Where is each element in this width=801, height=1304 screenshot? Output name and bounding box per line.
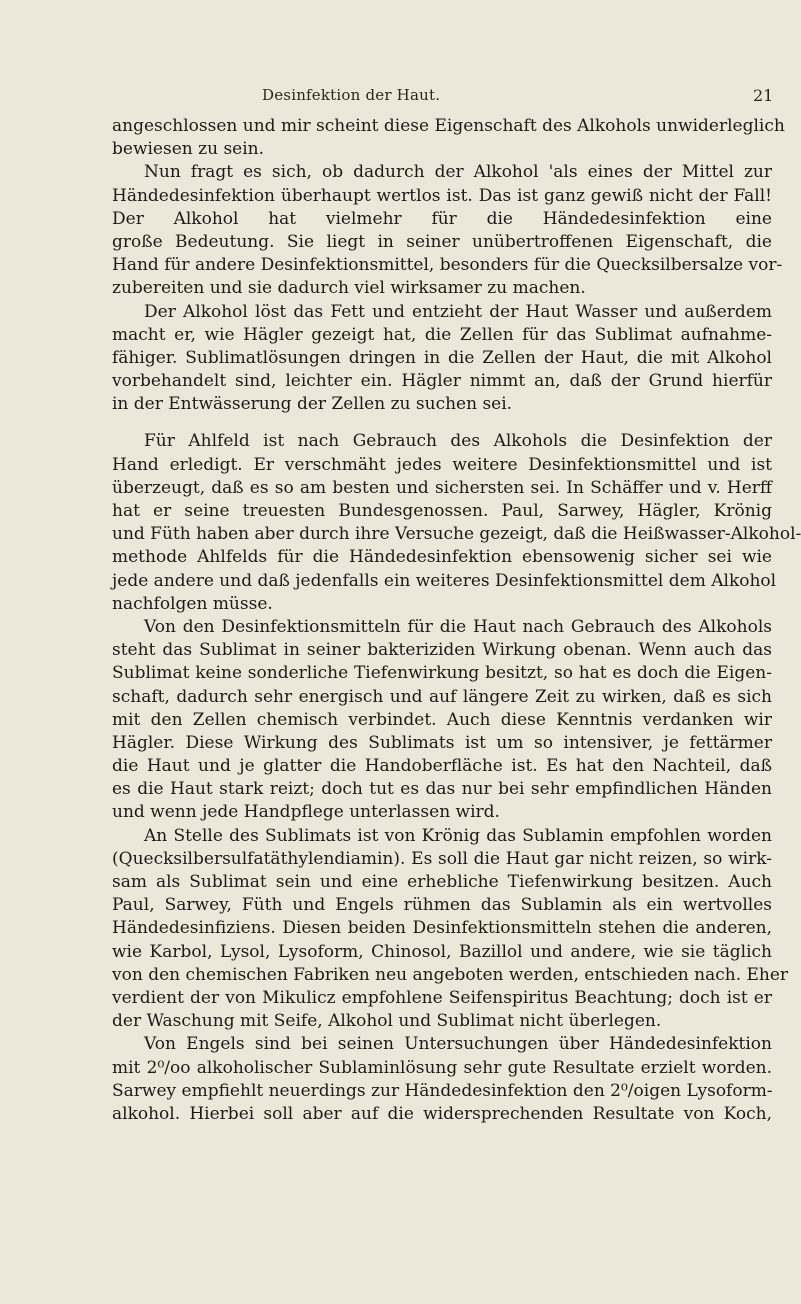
text-line: überzeugt, daß es so am besten und sichersten sei. In Schäffer und v. Herff xyxy=(112,477,772,498)
text-line: vorbehandelt sind, leichter ein. Hägler nimmt an, daß der Grund hierfür xyxy=(112,371,772,392)
text-line: und Füth haben aber durch ihre Versuche gezeigt, daß die Heißwasser-Alkohol- xyxy=(112,524,801,545)
running-title: Desinfektion der Haut. xyxy=(262,86,441,104)
text-line: der Waschung mit Seife, Alkohol und Sublimat nicht überlegen. xyxy=(112,1011,662,1032)
text-line: Der Alkohol hat vielmehr für die Händedesinfektion eine xyxy=(112,208,772,229)
text-line: Hägler. Diese Wirkung des Sublimats ist um so intensiver, je fettärmer xyxy=(112,732,772,753)
text-line: fähiger. Sublimatlösungen dringen in die Zellen der Haut, die mit Alkohol xyxy=(112,347,772,368)
text-line: schaft, dadurch sehr energisch und auf längere Zeit zu wirken, daß es sich xyxy=(112,686,772,707)
text-line: steht das Sublimat in seiner bakteriziden Wirkung obenan. Wenn auch das xyxy=(112,640,772,661)
text-line: von den chemischen Fabriken neu angeboten werden, entschieden nach. Eher xyxy=(112,964,789,985)
text-line: Von den Desinfektionsmitteln für die Haut nach Gebrauch des Alkohols xyxy=(144,616,772,637)
text-line: angeschlossen und mir scheint diese Eigenschaft des Alkohols unwiderleglich xyxy=(112,116,785,136)
paragraph xyxy=(112,115,785,161)
text-line: verdient der von Mikulicz empfohlene Seifenspiritus Beachtung; doch ist er xyxy=(112,987,772,1008)
text-line: An Stelle des Sublimats ist von Krönig das Sublamin empfohlen worden xyxy=(144,825,772,846)
text-line: Für Ahlfeld ist nach Gebrauch des Alkohols die Desinfektion der xyxy=(144,431,772,452)
text-line: Nun fragt es sich, ob dadurch der Alkohol 'als eines der Mittel zur xyxy=(144,162,772,183)
text-line: macht er, wie Hägler gezeigt hat, die Zellen für das Sublimat aufnahme- xyxy=(112,324,772,345)
paragraph xyxy=(112,301,772,417)
text-line: Sarwey empfiehlt neuerdings zur Händedesinfektion den 2⁰/oigen Lysoform- xyxy=(112,1080,773,1101)
text-line: nachfolgen müsse. xyxy=(112,593,273,614)
text-line: methode Ahlfelds für die Händedesinfektion ebensowenig sicher sei wie xyxy=(112,547,772,568)
text-line: Händedesinfiziens. Diesen beiden Desinfektionsmitteln stehen die anderen, xyxy=(112,918,772,939)
text-line: und wenn jede Handpflege unterlassen wird. xyxy=(112,802,500,823)
text-line: Hand erledigt. Er verschmäht jedes weitere Desinfektionsmittel und ist xyxy=(112,454,772,475)
text-line: Der Alkohol löst das Fett und entzieht der Haut Wasser und außerdem xyxy=(144,301,772,322)
text-line: Von Engels sind bei seinen Untersuchungen über Händedesinfektion xyxy=(144,1034,772,1055)
text-line: sam als Sublimat sein und eine erhebliche Tiefenwirkung besitzen. Auch xyxy=(112,872,772,892)
paragraph xyxy=(112,825,789,1034)
text-line: Paul, Sarwey, Füth und Engels rühmen das Sublamin als ein wertvolles xyxy=(112,895,772,916)
text-line: Händedesinfektion überhaupt wertlos ist. Das ist ganz gewiß nicht der Fall! xyxy=(112,185,772,206)
text-line: alkohol. Hierbei soll aber auf die widersprechenden Resultate von Koch, xyxy=(112,1103,772,1124)
paragraph xyxy=(112,616,772,825)
text-line: (Quecksilbersulfatäthylendiamin). Es soll die Haut gar nicht reizen, so wirk- xyxy=(112,848,772,869)
text-line: in der Entwässerung der Zellen zu suchen sei. xyxy=(112,394,513,415)
running-head xyxy=(0,86,801,110)
text-line: wie Karbol, Lysol, Lysoform, Chinosol, Bazillol und andere, wie sie täglich xyxy=(112,941,772,962)
text-line: jede andere und daß jedenfalls ein weiteres Desinfektionsmittel dem Alkohol xyxy=(112,570,777,591)
paragraph xyxy=(112,161,783,300)
paragraph xyxy=(112,1033,772,1126)
body-text xyxy=(112,115,801,1126)
text-line: mit 2⁰/oo alkoholischer Sublaminlösung sehr gute Resultate erzielt worden. xyxy=(112,1057,772,1078)
page-number: 21 xyxy=(753,86,774,105)
text-line: mit den Zellen chemisch verbindet. Auch diese Kenntnis verdanken wir xyxy=(112,709,772,730)
text-line: es die Haut stark reizt; doch tut es das nur bei sehr empfindlichen Händen xyxy=(112,779,772,800)
text-line: Hand für andere Desinfektionsmittel, besonders für die Quecksilbersalze vor- xyxy=(112,255,783,276)
text-line: hat er seine treuesten Bundesgenossen. Paul, Sarwey, Hägler, Krönig xyxy=(112,501,772,521)
text-line: bewiesen zu sein. xyxy=(112,139,265,160)
paragraph-gap xyxy=(112,416,772,430)
text-line: Sublimat keine sonderliche Tiefenwirkung besitzt, so hat es doch die Eigen- xyxy=(112,663,772,684)
text-line: die Haut und je glatter die Handoberfläche ist. Es hat den Nachteil, daß xyxy=(112,756,772,777)
paragraph xyxy=(112,430,801,616)
text-line: große Bedeutung. Sie liegt in seiner unübertroffenen Eigenschaft, die xyxy=(112,231,772,252)
text-line: zubereiten und sie dadurch viel wirksamer zu machen. xyxy=(112,278,586,299)
